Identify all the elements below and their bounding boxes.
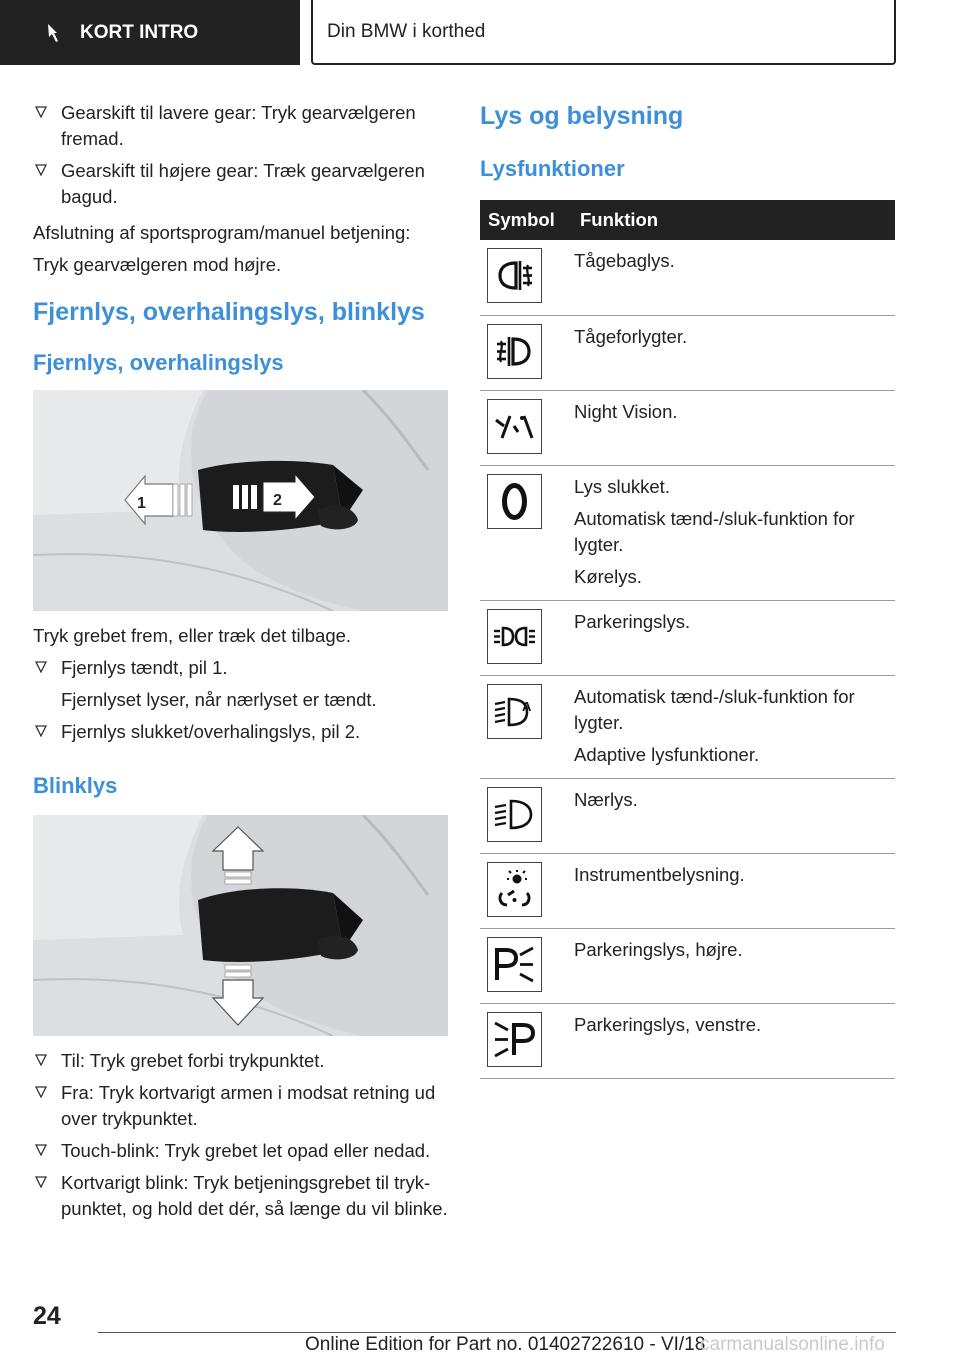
footer-divider [98, 1332, 896, 1333]
stalk-illustration [33, 815, 448, 1036]
table-row: Nærlys. [480, 778, 895, 853]
list-item: Gearskift til lavere gear: Tryk gearvælgeren fremad. [33, 100, 448, 152]
table-row: Parkeringslys, venstre. [480, 1003, 895, 1078]
subsection-heading: Lysfunktioner [480, 156, 625, 181]
triangle-bullet-icon [35, 1086, 47, 1098]
list-item: Fjernlys tændt, pil 1. Fjernlyset lyser, når nærlyset er tændt. [33, 655, 448, 713]
lights-off-icon [492, 479, 537, 524]
table-row: Lys slukket. Automatisk tænd-/sluk-funktion for lygter. Kørelys. [480, 465, 895, 600]
table-row: Parkeringslys. [480, 600, 895, 675]
list-item: Touch-blink: Tryk grebet let opad eller nedad. [33, 1138, 448, 1164]
table-row: Tågeforlygter. [480, 315, 895, 390]
list-item-note: Fjernlyset lyser, når nærlyset er tændt. [61, 689, 377, 710]
section-title: KORT INTRO [80, 21, 199, 43]
turn-signal-list [33, 1048, 448, 1222]
list-item: Fra: Tryk kortvarigt armen i modsat retning ud over trykpunktet. [33, 1080, 448, 1132]
list-item: Gearskift til højere gear: Træk gearvælgeren bagud. [33, 158, 448, 210]
night-vision-icon [492, 404, 537, 449]
triangle-bullet-icon [35, 164, 47, 176]
triangle-bullet-icon [35, 1176, 47, 1188]
triangle-bullet-icon [35, 1054, 47, 1066]
triangle-bullet-icon [35, 1144, 47, 1156]
table-row: Tågebaglys. [480, 240, 895, 315]
gear-shift-list [33, 100, 448, 210]
parking-lights-icon [492, 614, 537, 659]
front-fog-light-icon [492, 329, 537, 374]
rear-fog-light-icon [492, 253, 537, 298]
subsection-heading: Blinklys [33, 773, 118, 798]
light-functions-table [480, 200, 895, 1079]
turn-signal-stalk-photo [33, 815, 448, 1036]
table-row: A Automatisk tænd-/sluk-funktion for lygter. Adaptive lysfunktioner. [480, 675, 895, 778]
high-beam-list [33, 655, 448, 745]
arrow-label-1: 1 [137, 495, 146, 512]
instrument-lighting-icon [492, 867, 537, 912]
pointer-arrow-icon [44, 21, 68, 45]
list-item: Kortvarigt blink: Tryk betjeningsgrebet til tryk-punktet, og hold det dér, så længe du vil blinke. [33, 1170, 448, 1222]
svg-text:A: A [522, 698, 532, 714]
high-beam-stalk-photo [33, 390, 448, 611]
watermark: carmanualsonline.info [700, 1334, 885, 1355]
column-header-symbol: Symbol [480, 200, 572, 240]
list-item: Fjernlys slukket/overhalingslys, pil 2. [33, 719, 448, 745]
page-number: 24 [33, 1302, 61, 1330]
triangle-bullet-icon [35, 106, 47, 118]
photo-caption: Tryk grebet frem, eller træk det tilbage. [33, 625, 352, 646]
table-row: Night Vision. [480, 390, 895, 465]
table-row: Parkeringslys, højre. [480, 928, 895, 1003]
chapter-tab[interactable] [311, 0, 896, 65]
subsection-heading: Fjernlys, overhalingslys [33, 350, 284, 375]
column-header-function: Funktion [572, 200, 895, 240]
auto-headlight-icon [492, 689, 537, 734]
paragraph: Tryk gearvælgeren mod højre. [33, 254, 282, 275]
section-heading: Fjernlys, overhalingslys, blinklys [33, 298, 425, 326]
stalk-illustration [33, 390, 448, 611]
paragraph: Afslutning af sportsprogram/manuel betjening: [33, 222, 411, 243]
right-column [480, 100, 895, 1079]
triangle-bullet-icon [35, 725, 47, 737]
arrow-label-2: 2 [273, 492, 282, 509]
section-heading: Lys og belysning [480, 102, 684, 130]
parking-light-left-icon [492, 1017, 537, 1062]
table-row: Instrumentbelysning. [480, 853, 895, 928]
parking-light-right-icon [492, 942, 537, 987]
list-item: Til: Tryk grebet forbi trykpunktet. [33, 1048, 448, 1074]
left-column [33, 100, 448, 1228]
table-header-row [480, 200, 895, 240]
triangle-bullet-icon [35, 661, 47, 673]
edition-note: Online Edition for Part no. 01402722610 - VI/18 [305, 1334, 706, 1355]
chapter-title: Din BMW i korthed [327, 20, 486, 42]
low-beam-icon [492, 792, 537, 837]
section-tab[interactable] [0, 0, 300, 65]
